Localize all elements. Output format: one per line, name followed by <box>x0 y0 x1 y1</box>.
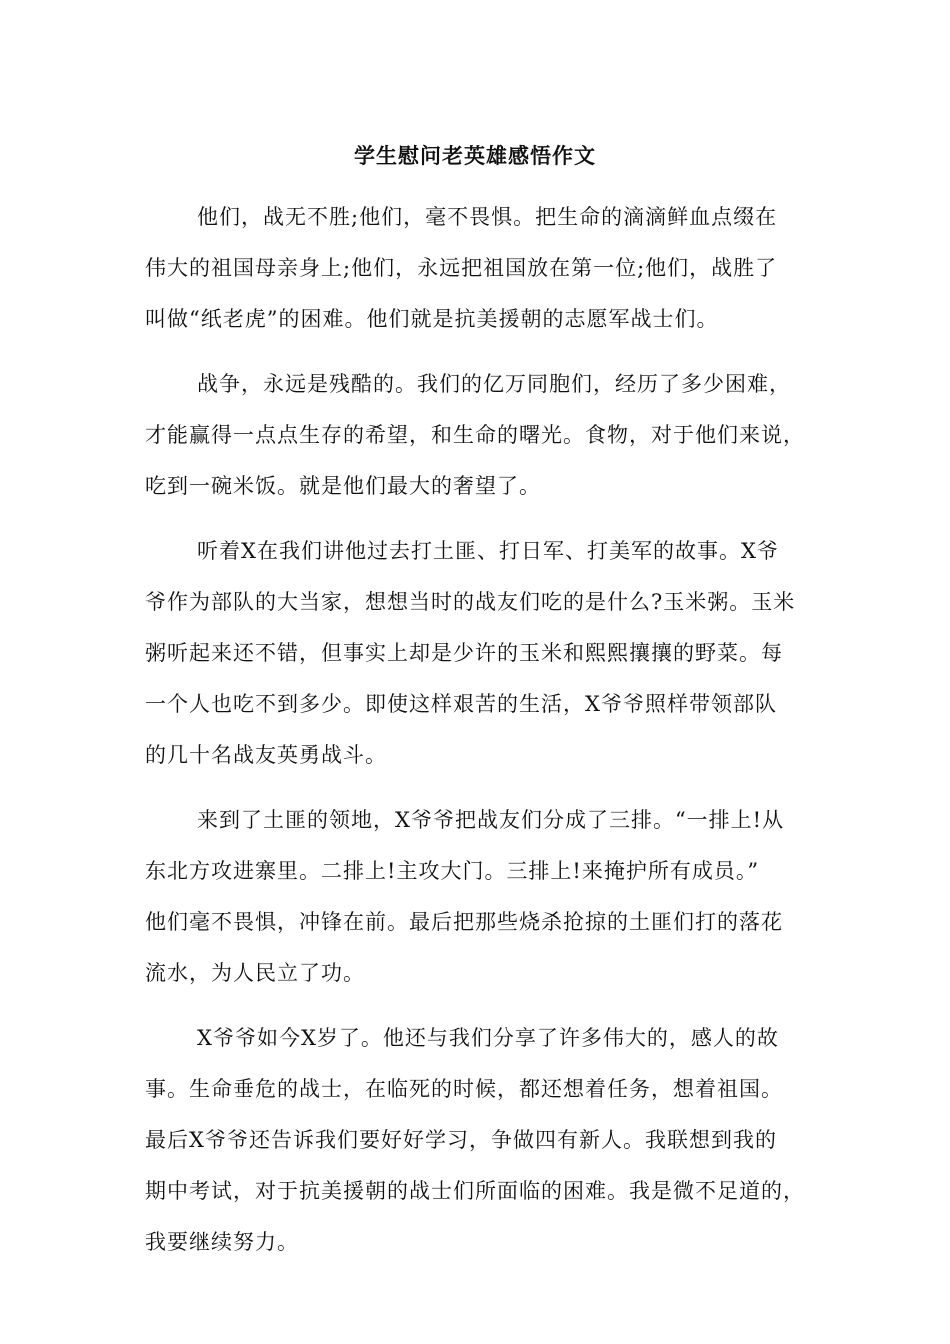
paragraph-line: 我要继续努力。 <box>145 1230 299 1254</box>
paragraph-line: 粥听起来还不错，但事实上却是少许的玉米和熙熙攘攘的野菜。每 <box>145 641 783 665</box>
paragraph-line: 吃到一碗米饭。就是他们最大的奢望了。 <box>145 474 541 498</box>
document-body <box>145 192 825 1282</box>
paragraph-line: 战争，永远是残酷的。我们的亿万同胞们，经历了多少困难， <box>197 372 791 396</box>
paragraph-3 <box>145 526 825 781</box>
paragraph-line: 事。生命垂危的战士，在临死的时候，都还想着任务，想着祖国。 <box>145 1077 783 1101</box>
paragraph-line: X爷爷如今X岁了。他还与我们分享了许多伟大的，感人的故 <box>197 1026 779 1050</box>
paragraph-line: 东北方攻进寨里。二排上!主攻大门。三排上!来掩护所有成员。” <box>145 859 760 883</box>
paragraph-line: 叫做“纸老虎”的困难。他们就是抗美援朝的志愿军战士们。 <box>145 307 719 331</box>
paragraph-line: 他们毫不畏惧，冲锋在前。最后把那些烧杀抢掠的土匪们打的落花 <box>145 910 783 934</box>
paragraph-line: 流水，为人民立了功。 <box>145 961 365 985</box>
paragraph-line: 伟大的祖国母亲身上;他们，永远把祖国放在第一位;他们，战胜了 <box>145 256 778 280</box>
paragraph-line: 一个人也吃不到多少。即使这样艰苦的生活，X爷爷照样带领部队 <box>145 692 777 716</box>
paragraph-line: 最后X爷爷还告诉我们要好好学习，争做四有新人。我联想到我的 <box>145 1128 777 1152</box>
paragraph-line: 才能赢得一点点生存的希望，和生命的曙光。食物，对于他们来说， <box>145 423 805 447</box>
paragraph-line: 来到了土匪的领地，X爷爷把战友们分成了三排。“一排上!从 <box>197 808 785 832</box>
paragraph-4 <box>145 795 825 999</box>
document-title: 学生慰问老英雄感悟作文 <box>354 143 596 168</box>
paragraph-5 <box>145 1013 825 1268</box>
paragraph-1 <box>145 192 825 345</box>
paragraph-line: 他们，战无不胜;他们，毫不畏惧。把生命的滴滴鲜血点缀在 <box>197 205 778 229</box>
paragraph-line: 的几十名战友英勇战斗。 <box>145 743 387 767</box>
paragraph-line: 期中考试，对于抗美援朝的战士们所面临的困难。我是微不足道的， <box>145 1179 805 1203</box>
paragraph-line: 爷作为部队的大当家，想想当时的战友们吃的是什么?玉米粥。玉米 <box>145 590 796 614</box>
paragraph-2 <box>145 359 825 512</box>
paragraph-line: 听着X在我们讲他过去打土匪、打日军、打美军的故事。X爷 <box>197 539 779 563</box>
